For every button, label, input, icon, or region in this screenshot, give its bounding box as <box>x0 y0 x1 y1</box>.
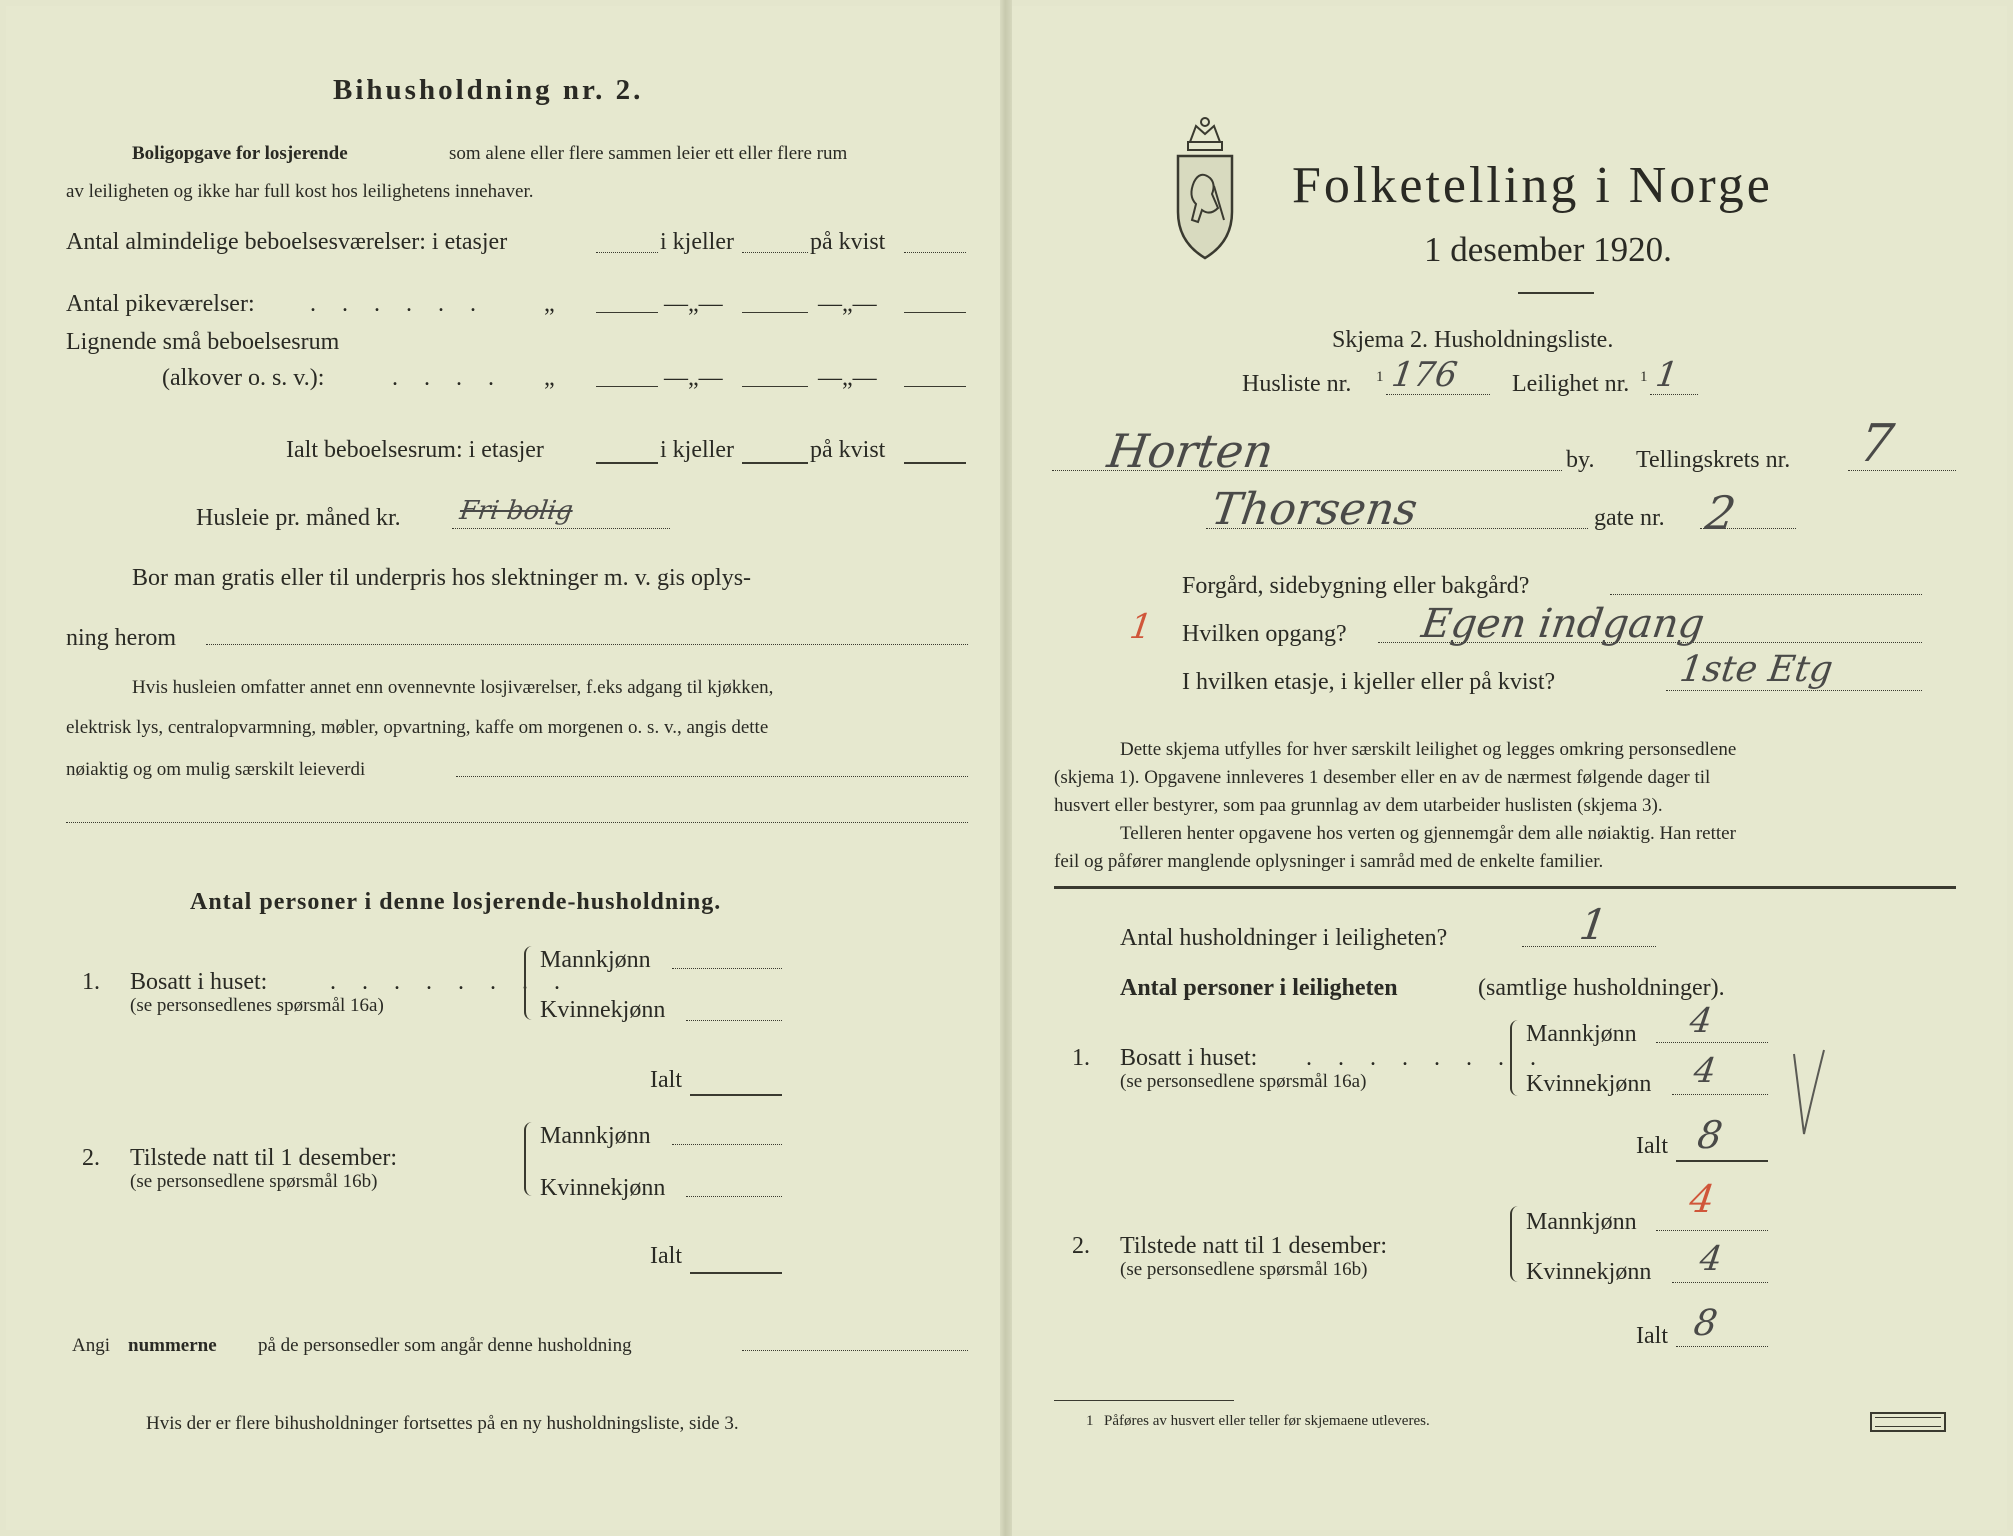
right-q1-note: (se personsedlene spørsmål 16a) <box>1120 1071 1367 1092</box>
right-q1-mann-field[interactable] <box>1656 1042 1768 1043</box>
title-rule <box>1518 292 1594 294</box>
pike-ditto-1: „ <box>544 291 555 317</box>
gratis-line1: Bor man gratis eller til underpris hos slektninger m. v. gis oplys- <box>132 565 752 591</box>
leieverdi-field-2[interactable] <box>66 822 968 823</box>
page-fold <box>1000 0 1012 1536</box>
right-q1-label: Bosatt i huset: <box>1120 1045 1258 1071</box>
left-q2-mann-field[interactable] <box>672 1144 782 1145</box>
pike-label: Antal pikeværelser: <box>66 291 255 317</box>
footnote-mark: 1 <box>1086 1413 1094 1429</box>
left-q1-mann-field[interactable] <box>672 968 782 969</box>
left-q2-kvinne-field[interactable] <box>686 1196 782 1197</box>
rooms-kvist-label: på kvist <box>810 229 886 255</box>
right-q1-kvinne-label: Kvinnekjønn <box>1526 1071 1652 1097</box>
right-q1-ialt-value: 8 <box>1694 1113 1726 1157</box>
etasje-value: 1ste Etg <box>1677 649 1836 690</box>
lignende-label: Lignende små beboelsesrum <box>66 329 340 355</box>
left-q1-mann-label: Mannkjønn <box>540 947 651 973</box>
left-q1-kvinne-field[interactable] <box>686 1020 782 1021</box>
rooms-kjeller-label: i kjeller <box>660 229 734 255</box>
husliste-value: 176 <box>1389 355 1460 395</box>
right-q2-ialt-label: Ialt <box>1636 1323 1668 1349</box>
left-footer: Hvis der er flere bihusholdninger fortsettes på en ny husholdningsliste, side 3. <box>146 1413 739 1434</box>
krets-value: 7 <box>1855 414 1898 474</box>
check-mark <box>1790 1046 1830 1151</box>
ialt-kvist-label: på kvist <box>810 437 886 463</box>
left-q2-ialt-label: Ialt <box>650 1243 682 1269</box>
right-q2-num: 2. <box>1072 1233 1090 1259</box>
husleie-value: Fri bolig <box>457 496 575 526</box>
left-q1-num: 1. <box>82 969 100 995</box>
rooms-label: Antal almindelige beboelsesværelser: i etasjer <box>66 229 508 255</box>
right-q1-brace <box>1510 1020 1522 1096</box>
angi-b: nummerne <box>128 1335 217 1356</box>
gate-nr-value: 2 <box>1702 486 1740 540</box>
right-q1-ialt-label: Ialt <box>1636 1133 1668 1159</box>
by-value: Horten <box>1104 424 1277 478</box>
right-q1-num: 1. <box>1072 1045 1090 1071</box>
instructions-rule <box>1054 886 1956 889</box>
intro-rest: som alene eller flere sammen leier ett eller flere rum <box>449 143 848 164</box>
right-q2-mann-value: 4 <box>1686 1177 1718 1221</box>
angi-c: på de personsedler som angår denne husholdning <box>258 1335 632 1356</box>
note-line2: elektrisk lys, centralopvarmning, møbler, opvartning, kaffe om morgenen o. s. v., angis dette <box>66 717 769 738</box>
left-q1-ialt-label: Ialt <box>650 1067 682 1093</box>
right-q1-kvinne-field[interactable] <box>1672 1094 1768 1095</box>
right-q2-mann-label: Mannkjønn <box>1526 1209 1637 1235</box>
pike-etasjer-field[interactable] <box>596 312 658 313</box>
footnote-rule <box>1054 1400 1234 1401</box>
alkover-label: (alkover o. s. v.): <box>162 365 325 391</box>
right-q2-kvinne-value: 4 <box>1697 1239 1725 1279</box>
skjema-label: Skjema 2. Husholdningsliste. <box>1332 327 1614 353</box>
gate-label: gate nr. <box>1594 505 1665 531</box>
angi-field[interactable] <box>742 1350 968 1351</box>
pike-kvist-field[interactable] <box>904 312 966 313</box>
pike-kjeller-field[interactable] <box>742 312 808 313</box>
rooms-etasjer-field[interactable] <box>596 252 658 253</box>
left-q2-kvinne-label: Kvinnekjønn <box>540 1175 666 1201</box>
left-title: Bihusholdning nr. 2. <box>333 74 644 106</box>
ialt-kjeller-label: i kjeller <box>660 437 734 463</box>
husleie-label: Husleie pr. måned kr. <box>196 505 401 531</box>
right-q2-ialt-value: 8 <box>1691 1303 1720 1344</box>
right-q1-ialt-field[interactable] <box>1676 1160 1768 1162</box>
instr-line1: Dette skjema utfylles for hver særskilt leilighet og legges omkring personsedlene <box>1120 739 1737 760</box>
left-q1-label: Bosatt i huset: <box>130 969 268 995</box>
left-q2-brace <box>524 1122 536 1196</box>
forgaard-field[interactable] <box>1610 594 1922 595</box>
instr-line5: feil og påfører manglende oplysninger i samråd med de enkelte familier. <box>1054 851 1604 872</box>
gate-value: Thorsens <box>1208 484 1421 535</box>
note-line1: Hvis husleien omfatter annet enn ovennevnte losjiværelser, f.eks adgang til kjøkken, <box>132 677 774 698</box>
right-persons-bold: Antal personer i leiligheten <box>1120 975 1398 1001</box>
leilighet-label: Leilighet nr. <box>1512 371 1630 397</box>
left-persons-heading: Antal personer i denne losjerende-husholdning. <box>190 889 722 915</box>
etasje-label: I hvilken etasje, i kjeller eller på kvist? <box>1182 669 1556 695</box>
leilighet-value: 1 <box>1653 355 1681 395</box>
alkover-kvist-field[interactable] <box>904 386 966 387</box>
left-q1-ialt-field[interactable] <box>690 1094 782 1096</box>
right-persons-rest: (samtlige husholdninger). <box>1478 975 1725 1001</box>
left-q2-mann-label: Mannkjønn <box>540 1123 651 1149</box>
etasje-field[interactable] <box>1666 690 1922 691</box>
ialt-kjeller-field[interactable] <box>742 462 808 464</box>
right-q2-brace <box>1510 1206 1522 1282</box>
instr-line3: husvert eller bestyrer, som paa grunnlag av dem utarbeider huslisten (skjema 3). <box>1054 795 1663 816</box>
krets-label: Tellingskrets nr. <box>1636 447 1791 473</box>
forgaard-label: Forgård, sidebygning eller bakgård? <box>1182 573 1530 599</box>
printer-stamp-icon <box>1870 1412 1946 1432</box>
intro-bold: Boligopgave for losjerende <box>132 143 348 164</box>
left-q2-num: 2. <box>82 1145 100 1171</box>
antal-hush-value: 1 <box>1576 900 1611 949</box>
leilighet-footnote-mark: 1 <box>1640 369 1648 385</box>
intro-line2: av leiligheten og ikke har full kost hos leilighetens innehaver. <box>66 181 534 202</box>
right-q2-label: Tilstede natt til 1 desember: <box>1120 1233 1388 1259</box>
footnote-text: Påføres av husvert eller teller før skjemaene utleveres. <box>1104 1413 1430 1429</box>
alkover-ditto-1: „ <box>544 365 555 391</box>
rooms-kjeller-field[interactable] <box>742 252 808 253</box>
instr-line4: Telleren henter opgavene hos verten og gjennemgår dem alle nøiaktig. Han retter <box>1120 823 1736 844</box>
pike-ditto-2: —„— <box>664 291 723 317</box>
angi-a: Angi <box>72 1335 110 1356</box>
husleie-field[interactable] <box>452 528 670 529</box>
gratis-field[interactable] <box>206 644 968 645</box>
right-date: 1 desember 1920. <box>1424 230 1672 269</box>
opgang-label: Hvilken opgang? <box>1182 621 1347 647</box>
pike-ditto-3: —„— <box>818 291 877 317</box>
ialt-etasjer-field[interactable] <box>596 462 658 464</box>
leieverdi-field[interactable] <box>456 776 968 777</box>
alkover-etasjer-field[interactable] <box>596 386 658 387</box>
right-q2-mann-field[interactable] <box>1656 1230 1768 1231</box>
by-label: by. <box>1566 447 1595 473</box>
instr-line2: (skjema 1). Opgavene innleveres 1 desember eller en av de nærmest følgende dager til <box>1054 767 1711 788</box>
left-q1-kvinne-label: Kvinnekjønn <box>540 997 666 1023</box>
left-q2-note: (se personsedlene spørsmål 16b) <box>130 1171 378 1192</box>
right-q1-mann-label: Mannkjønn <box>1526 1021 1637 1047</box>
margin-mark: 1 <box>1127 607 1155 647</box>
ialt-kvist-field[interactable] <box>904 462 966 464</box>
left-q1-note: (se personsedlenes spørsmål 16a) <box>130 995 384 1016</box>
ialt-rooms-label: Ialt beboelsesrum: i etasjer <box>286 437 544 463</box>
right-q1-mann-value: 4 <box>1687 1001 1715 1041</box>
left-q2-label: Tilstede natt til 1 desember: <box>130 1145 398 1171</box>
left-q1-brace <box>524 946 536 1020</box>
right-q2-ialt-field[interactable] <box>1676 1346 1768 1347</box>
left-q2-ialt-field[interactable] <box>690 1272 782 1274</box>
husliste-label: Husliste nr. <box>1242 371 1352 397</box>
right-title: Folketelling i Norge <box>1292 157 1773 214</box>
opgang-value: Egen indgang <box>1418 601 1708 647</box>
husliste-footnote-mark: 1 <box>1376 369 1384 385</box>
coat-of-arms-icon <box>1170 112 1240 264</box>
gratis-line2: ning herom <box>66 625 176 651</box>
right-q2-kvinne-label: Kvinnekjønn <box>1526 1259 1652 1285</box>
alkover-kjeller-field[interactable] <box>742 386 808 387</box>
antal-hush-label: Antal husholdninger i leiligheten? <box>1120 925 1448 951</box>
rooms-kvist-field[interactable] <box>904 252 966 253</box>
note-line3: nøiaktig og om mulig særskilt leieverdi <box>66 759 366 780</box>
right-q1-kvinne-value: 4 <box>1691 1051 1719 1091</box>
right-q2-note: (se personsedlene spørsmål 16b) <box>1120 1259 1368 1280</box>
right-q2-kvinne-field[interactable] <box>1672 1282 1768 1283</box>
